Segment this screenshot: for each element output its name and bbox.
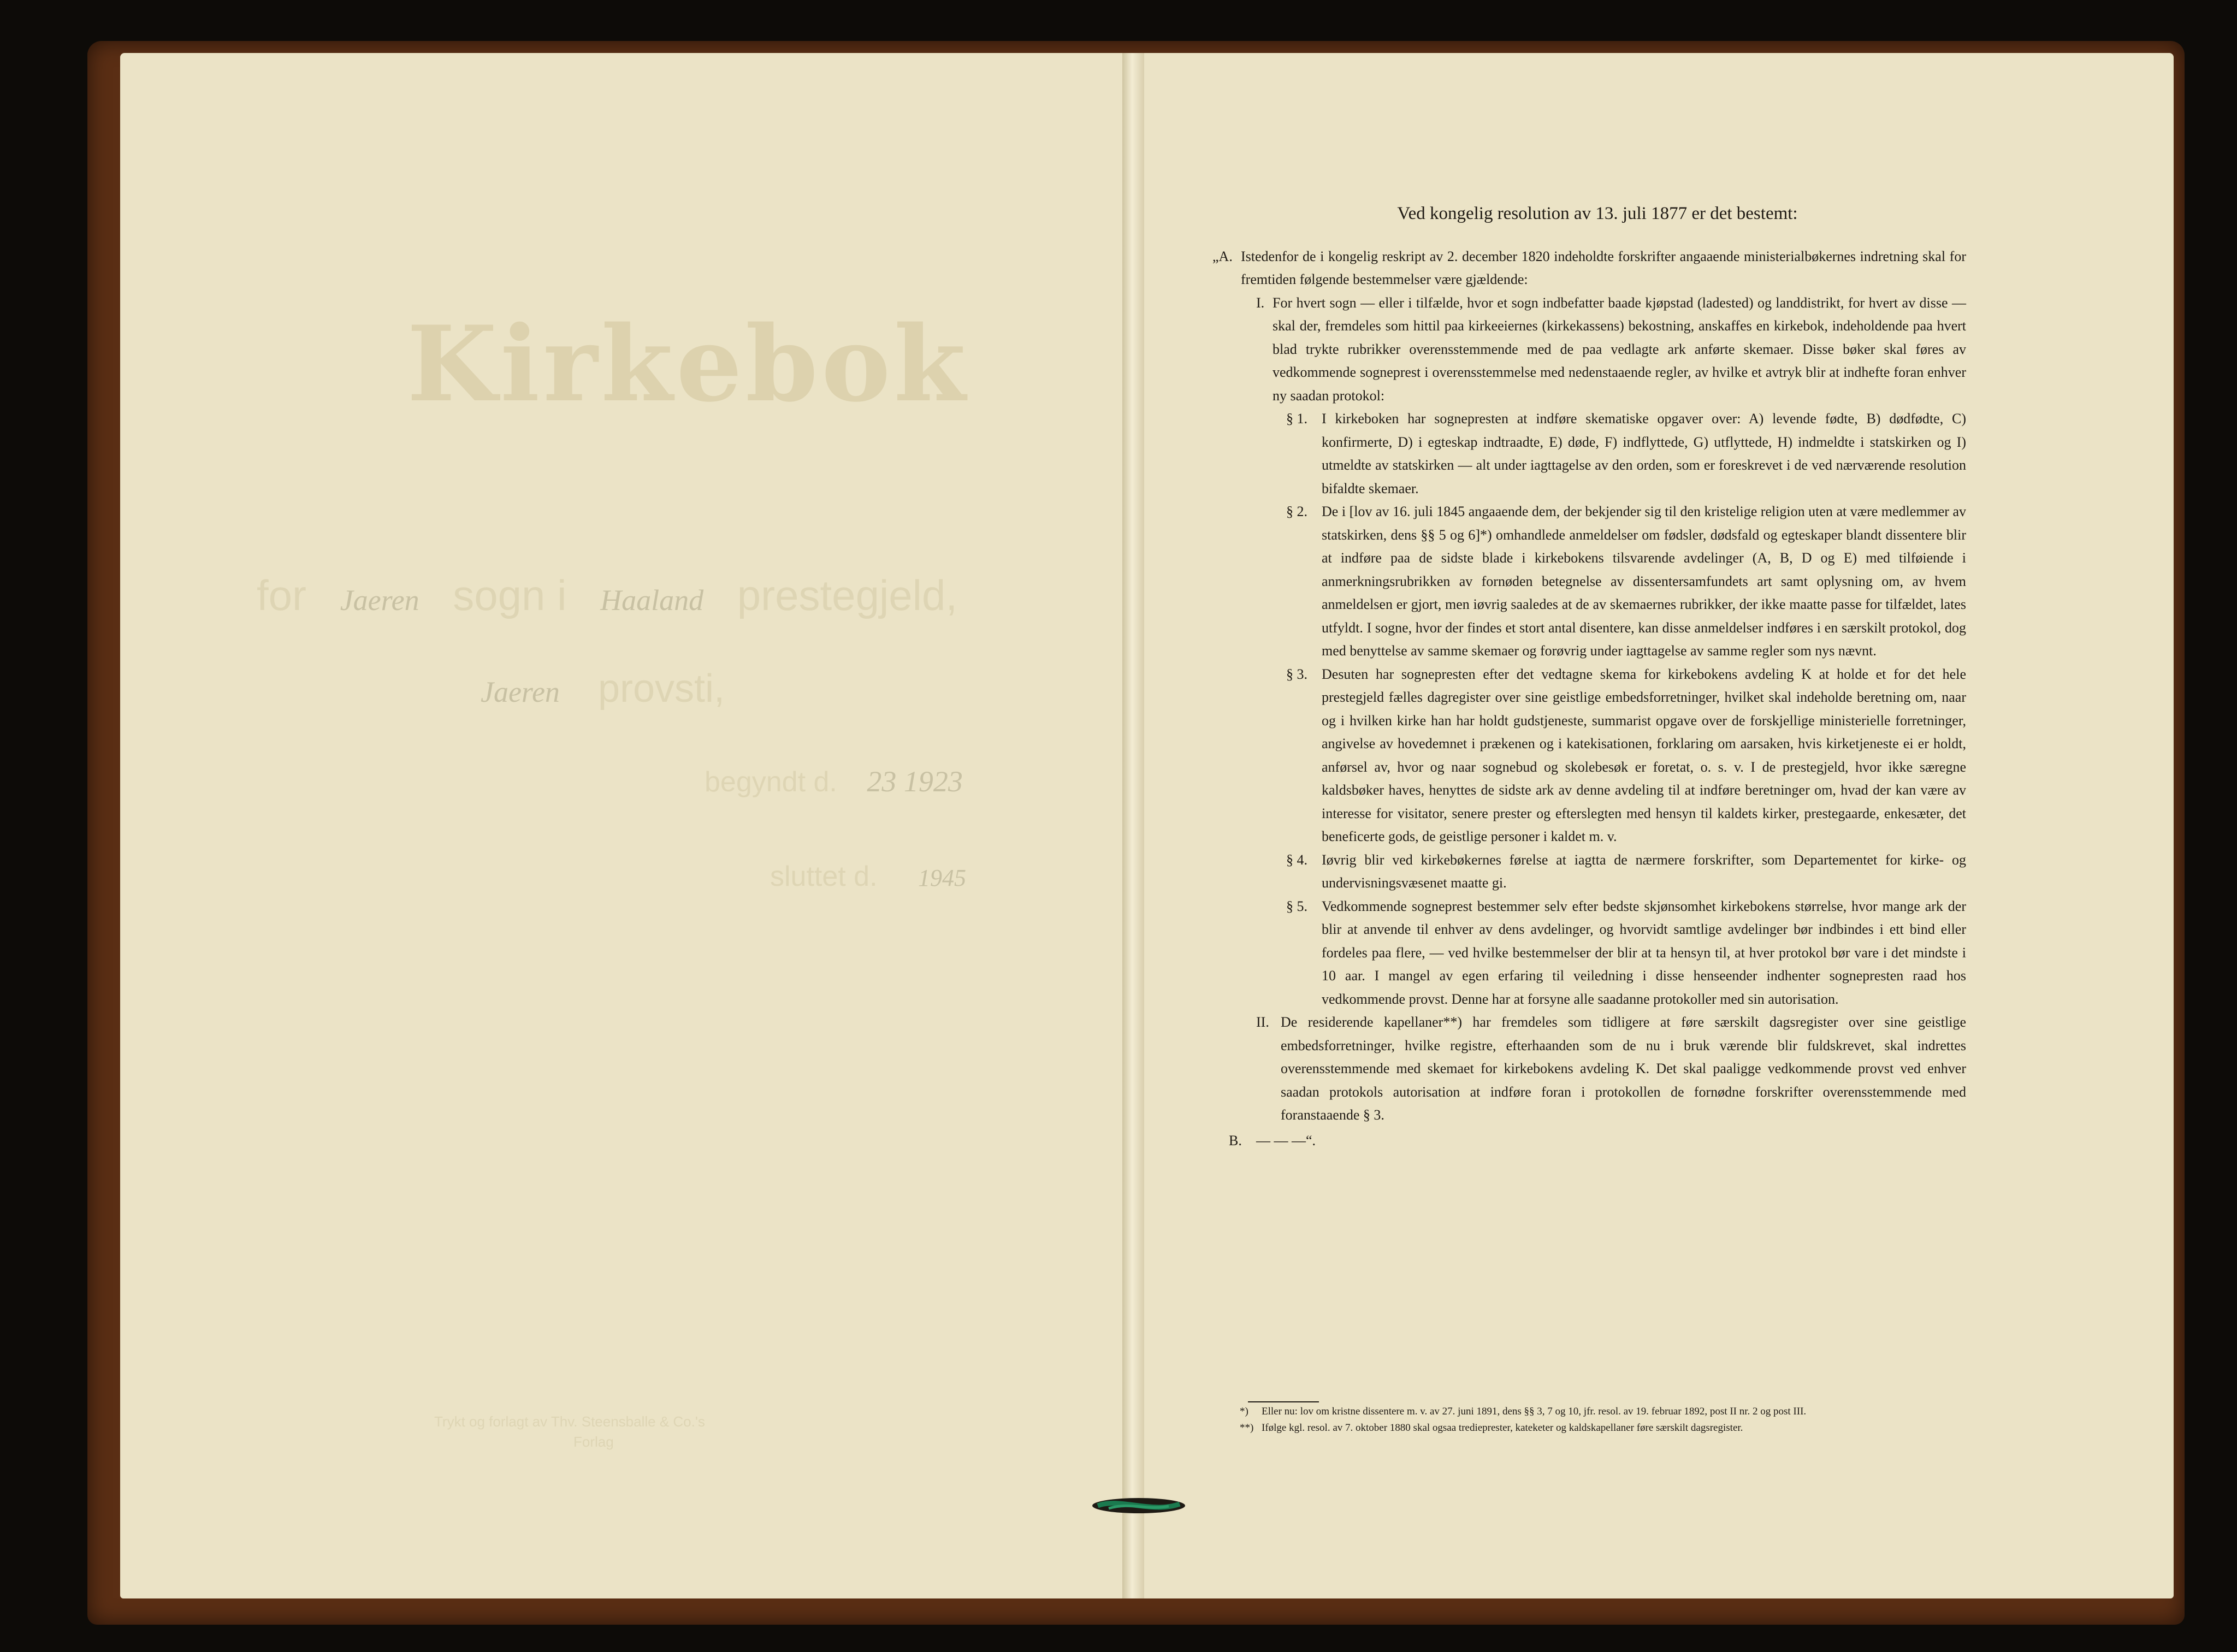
paragraph-4	[1229, 849, 1966, 895]
printed-sluttet: sluttet d.	[770, 861, 878, 892]
section-a-label: „A.	[1212, 248, 1233, 264]
paragraph-3	[1229, 663, 1966, 849]
footnote-rule	[1248, 1401, 1319, 1402]
section-b	[1229, 1129, 1966, 1153]
paragraph-4-label: § 4.	[1286, 851, 1307, 868]
paragraph-5-text: Vedkommende sogneprest bestemmer selv efter bedste skjønsomhet kirkebokens størrelse, hvor mange ark der blir at anvende til enhver av dens avdelinger, og hvorvidt samtlige avdelinger bør indbindes i ett bind eller fordeles paa flere, — ved hvilke bestemmelser der blir at ta hensyn til, at hver protokol bør vare i det mindste i 10 aar. I mangel av egen erfaring til veiledning i disse henseender indhenter sognepresten raad hos vedkommende provst. Denne har at forsyne alle saadanne protokoller med sin autorisation.	[1322, 898, 1966, 1007]
paragraph-2-text: De i [lov av 16. juli 1845 angaaende dem, der bekjender sig til den kristelige religion uten at være medlemmer av statskirken, dens §§ 5 og 6]*) omhandlede anmeldelser om fødsler, dødsfald og egteskaper blandt dissentere blir at indføre paa de sidste blade i kirkebokens tilsvarende avdelinger (A, B, D og E) med tilføiende i anmerkningsrubrikken av fornøden betegnelse av dissentersamfundets art samt oplysning om, av hvem anmeldelsen er gjort, men iøvrig saaledes at de av skemaernes rubrikker, der ikke maatte passe for tilfældet, lates utfyldt. I sogne, hvor der findes et stort antal disentere, kan disse anmeldelser indføres i en særskilt protokol, dog med benyttelse av samme skemaer og forøvrig under iagttagelse av samme regler som nys nævnt.	[1322, 504, 1966, 659]
paragraph-1	[1229, 407, 1966, 500]
section-a-text: Istedenfor de i kongelig reskript av 2. december 1820 indeholdte forskrifter angaaende ministerialbøkernes indretning skal for fremtiden følgende bestemmelser være gjældende:	[1241, 248, 1966, 287]
handwritten-parish: Jaeren	[340, 584, 419, 617]
item-ii-text: De residerende kapellaner**) har fremdeles som tidligere at føre særskilt dagsregister over sine geistlige embedsforretninger, hvilke registre, efterhaanden som de nu i bruk værende blir fuldskrevet, skal indrettes overensstemmende med skemaet for kirkebokens avdeling K. Det skal paaligge vedkommende provst ved enhver saadan protokols autorisation at indføre foran i protokollen de fornødne forskrifter overensstemmende med foranstaaende § 3.	[1281, 1014, 1966, 1123]
handwritten-sluttet: 1945	[918, 865, 967, 891]
printed-provsti: provsti,	[597, 667, 725, 710]
item-ii	[1229, 1011, 1966, 1127]
paragraph-1-text: I kirkeboken har sognepresten at indføre skematiske opgaver over: A) levende fødte, B) dødfødte, C) konfirmerte, D) i egteskap indtraadte, E) døde, F) indflyttede, G) utflyttede, H) indmeldte i statskirken og I) utmeldte av statskirken — alt under iagttagelse av den orden, som er foreskrevet i de ved nærværende resolution bifaldte skemaer.	[1322, 411, 1966, 496]
paragraph-2-label: § 2.	[1286, 504, 1307, 519]
line-provsti	[481, 666, 725, 711]
footnote-1	[1234, 1404, 1966, 1420]
resolution-heading: Ved kongelig resolution av 13. juli 1877 er det bestemt:	[1397, 204, 1798, 223]
regulation-text	[1212, 202, 1966, 1152]
paragraph-4-text: Iøvrig blir ved kirkebøkernes førelse at iagtta de nærmere forskrifter, som Departementet for kirke- og undervisningsvæsenet maatte gi.	[1322, 851, 1966, 891]
paragraph-3-text: Desuten har sognepresten efter det vedtagne skema for kirkebokens avdeling K at holde et for det hele prestegjeld fælles dagregister over sine geistlige embedsforretninger, hvilket skal indeholde beretning om, naar og i hvilken kirke han har holdt gudstjeneste, summarist opgave over de forskjellige ministerielle forretninger, angivelse av hovedemnet i prækenen og i katekisationen, forklaring om aarsaken, hvis kirketjeneste ei er holdt, anførsel av, hvor og naar sognebud og skolebesøk er foretat, o. s. v. I de prestegjeld, hvor ikke særegne kaldsbøker haves, henyttes de sidste ark av denne avdeling til at indføre beretninger om, hvad der kan være av interesse for visitator, senere prester og efterslegten med hensyn til kaldets kirker, prestegaarde, enkesæter, det beneficerte gods, de geistlige personer i kaldet m. v.	[1322, 666, 1966, 844]
section-a	[1212, 245, 1966, 292]
section-b-text: — — —“.	[1256, 1132, 1316, 1148]
item-ii-label: II.	[1256, 1014, 1269, 1030]
section-b-label: B.	[1229, 1132, 1242, 1148]
line-parish	[257, 571, 957, 620]
footnote-1-label: *)	[1240, 1406, 1248, 1417]
line-begyndt	[705, 765, 963, 798]
footnote-2-label: **)	[1240, 1422, 1254, 1434]
binding-thread	[1087, 1492, 1191, 1519]
printer-line-2: Forlag	[573, 1434, 614, 1450]
printer-line-1: Trykt og forlagt av Thv. Steensballe & Co.'s	[434, 1413, 705, 1430]
printed-for: for	[257, 571, 307, 619]
paragraph-5	[1229, 895, 1966, 1011]
paragraph-2	[1229, 500, 1966, 663]
book-gutter	[1122, 53, 1144, 1598]
handwritten-provsti: Jaeren	[481, 676, 560, 708]
left-page-title: Kirkebok	[407, 303, 969, 425]
paragraph-3-label: § 3.	[1286, 666, 1307, 682]
handwritten-sogn: Haaland	[600, 584, 704, 617]
line-sluttet	[770, 860, 966, 893]
footnote-2-text: Ifølge kgl. resol. av 7. oktober 1880 skal ogsaa tredieprester, kateketer og kaldskapellaner føre særskilt dagsregister.	[1262, 1422, 1743, 1434]
paragraph-1-label: § 1.	[1286, 411, 1307, 427]
footnotes	[1234, 1404, 1966, 1436]
printed-begyndt: begyndt d.	[705, 766, 837, 798]
printed-sogn: sogn i	[453, 571, 567, 619]
handwritten-begyndt: 23 1923	[867, 765, 963, 798]
footnote-1-text: Eller nu: lov om kristne dissentere m. v. av 27. juni 1891, dens §§ 3, 7 og 10, jfr. resol. av 19. februar 1892, post II nr. 2 og post III.	[1262, 1406, 1807, 1417]
item-i-text: For hvert sogn — eller i tilfælde, hvor et sogn indbefatter baade kjøpstad (ladested) og landdistrikt, for hvert av disse — skal der, fremdeles som hittil paa kirkeeiernes (kirkekassens) bekostning, anskaffes en kirkebok, indeholdende paa hvert blad trykte rubrikker overensstemmende med de paa vedlagte ark anførte skemaer. Disse bøker skal føres av vedkommende sogneprest i overensstemmelse med nedenstaaende regler, av hvilke et avtryk blir at indhefte foran enhver ny saadan protokol:	[1273, 294, 1966, 404]
left-page	[120, 53, 1122, 1598]
footnote-2	[1234, 1420, 1966, 1436]
paragraph-5-label: § 5.	[1286, 898, 1307, 914]
printed-prestegjeld: prestegjeld,	[737, 571, 958, 619]
item-i	[1229, 292, 1966, 408]
item-i-label: I.	[1256, 294, 1265, 311]
